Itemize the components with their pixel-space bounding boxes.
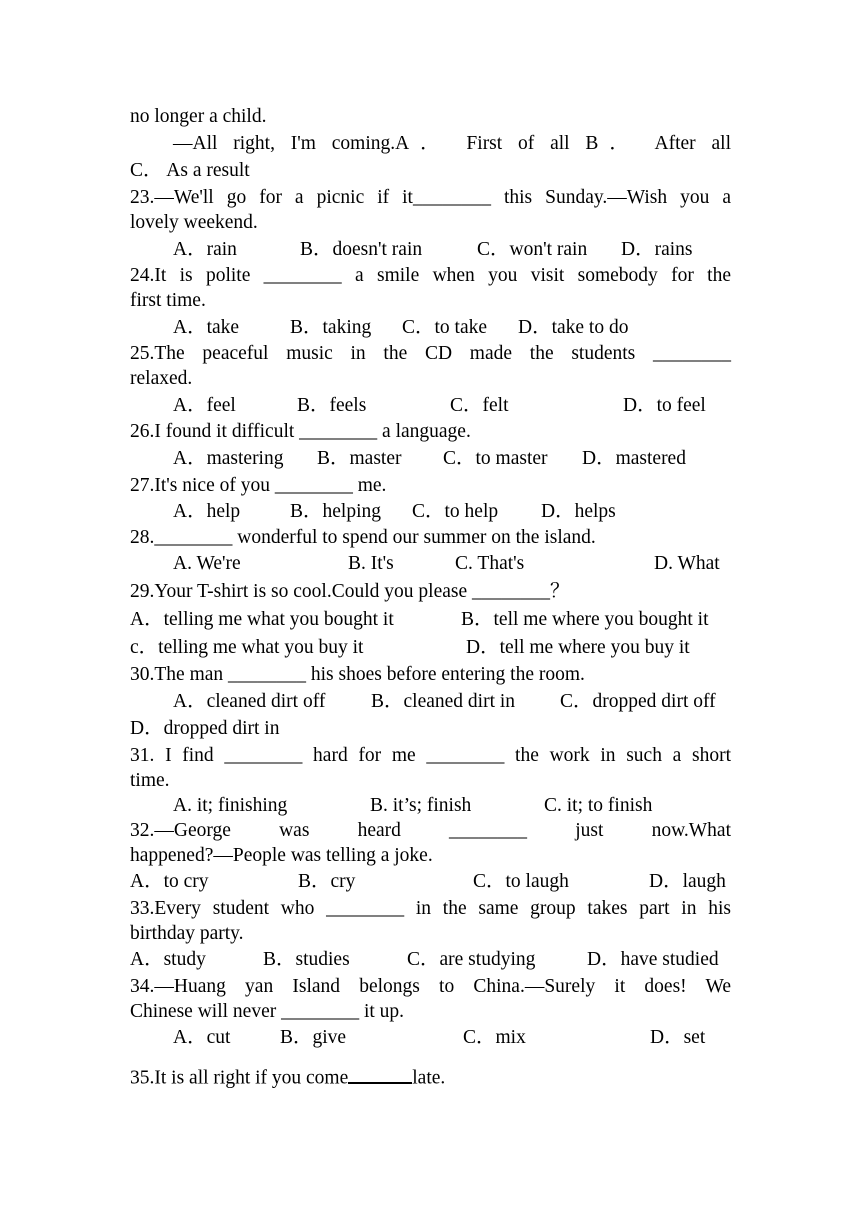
option-a: A．take <box>173 317 240 338</box>
option-b: B．cleaned dirt in <box>371 691 516 712</box>
option-a: A. it; finishing <box>173 795 288 816</box>
option-c: C．are studying <box>407 949 536 970</box>
question-33-cont: birthday party. <box>130 923 244 944</box>
option-d: D．mastered <box>582 448 686 469</box>
text-line: no longer a child. <box>130 106 267 127</box>
option-b: B．cry <box>298 871 356 892</box>
option-c: C．dropped dirt off <box>560 691 716 712</box>
option-b: B．give <box>280 1027 347 1048</box>
option-b: B. It's <box>348 553 394 574</box>
option-d: D．tell me where you buy it <box>466 637 690 658</box>
option-d: D．have studied <box>587 949 719 970</box>
option-d: D. What <box>654 553 720 574</box>
option-c: C．to take <box>402 317 488 338</box>
question-26: 26.I found it difficult ________ a language. <box>130 421 471 442</box>
option-c: C. it; to finish <box>544 795 653 816</box>
question-23-cont: lovely weekend. <box>130 212 258 233</box>
option-d: D．to feel <box>623 395 706 416</box>
question-35-text: 35.It is all right if you come <box>130 1067 349 1089</box>
option-b: B．feels <box>297 395 367 416</box>
question-23: 23.—We'll go for a picnic if it________ this Sunday.—Wish you a <box>130 187 731 208</box>
option-b: B. it’s; finish <box>370 795 472 816</box>
question-28: 28.________ wonderful to spend our summer on the island. <box>130 527 596 548</box>
question-31: 31. I find ________ hard for me ________ the work in such a short <box>130 745 731 766</box>
question-32: 32.—George was heard ________ just now.What <box>130 820 731 841</box>
question-34: 34.—Huang yan Island belongs to China.—Surely it does! We <box>130 976 731 997</box>
option-a: A．cut <box>173 1027 231 1048</box>
question-34-cont: Chinese will never ________ it up. <box>130 1001 405 1022</box>
question-30-option-d: D．dropped dirt in <box>130 718 280 739</box>
question-35 <box>130 1062 731 1092</box>
option-c: c．telling me what you buy it <box>130 637 364 658</box>
option-a: A．cleaned dirt off <box>173 691 326 712</box>
answer-blank <box>348 1062 412 1084</box>
question-31-cont: time. <box>130 770 170 791</box>
option-c: C．to help <box>412 501 499 522</box>
question-30: 30.The man ________ his shoes before entering the room. <box>130 664 585 685</box>
option-c: C．to master <box>443 448 548 469</box>
option-c: C. That's <box>455 553 525 574</box>
option-c: C．to laugh <box>473 871 569 892</box>
option-a: A．to cry <box>130 871 209 892</box>
option-d: D．take to do <box>518 317 629 338</box>
question-27: 27.It's nice of you ________ me. <box>130 475 387 496</box>
option-b: B．master <box>317 448 402 469</box>
option-b: B．tell me where you bought it <box>461 609 709 630</box>
option-d: D．helps <box>541 501 616 522</box>
question-32-cont: happened?—People was telling a joke. <box>130 845 433 866</box>
option-a: A．rain <box>173 239 237 260</box>
option-b: B．studies <box>263 949 350 970</box>
question-24-cont: first time. <box>130 290 206 311</box>
option-c: C．won't rain <box>477 239 588 260</box>
option-a: A．telling me what you bought it <box>130 609 394 630</box>
option-line: C． As a result <box>130 160 250 181</box>
question-24: 24.It is polite ________ a smile when you visit somebody for the <box>130 265 731 286</box>
option-d: D．laugh <box>649 871 726 892</box>
option-a: A．feel <box>173 395 236 416</box>
question-35-text-end: late. <box>412 1067 446 1089</box>
option-a: A．study <box>130 949 206 970</box>
option-d: D．rains <box>621 239 693 260</box>
option-c: C．felt <box>450 395 509 416</box>
option-b: B．doesn't rain <box>300 239 423 260</box>
question-25-cont: relaxed. <box>130 368 193 389</box>
text-line: —All right, I'm coming.A． First of all B． After all <box>173 133 731 154</box>
option-a: A．help <box>173 501 241 522</box>
option-d: D．set <box>650 1027 706 1048</box>
option-b: B．helping <box>290 501 381 522</box>
option-a: A. We're <box>173 553 241 574</box>
option-b: B．taking <box>290 317 372 338</box>
question-25: 25.The peaceful music in the CD made the students ________ <box>130 343 731 364</box>
option-a: A．mastering <box>173 448 284 469</box>
option-c: C．mix <box>463 1027 526 1048</box>
question-33: 33.Every student who ________ in the same group takes part in his <box>130 898 731 919</box>
question-29: 29.Your T-shirt is so cool.Could you please ________？ <box>130 581 570 602</box>
